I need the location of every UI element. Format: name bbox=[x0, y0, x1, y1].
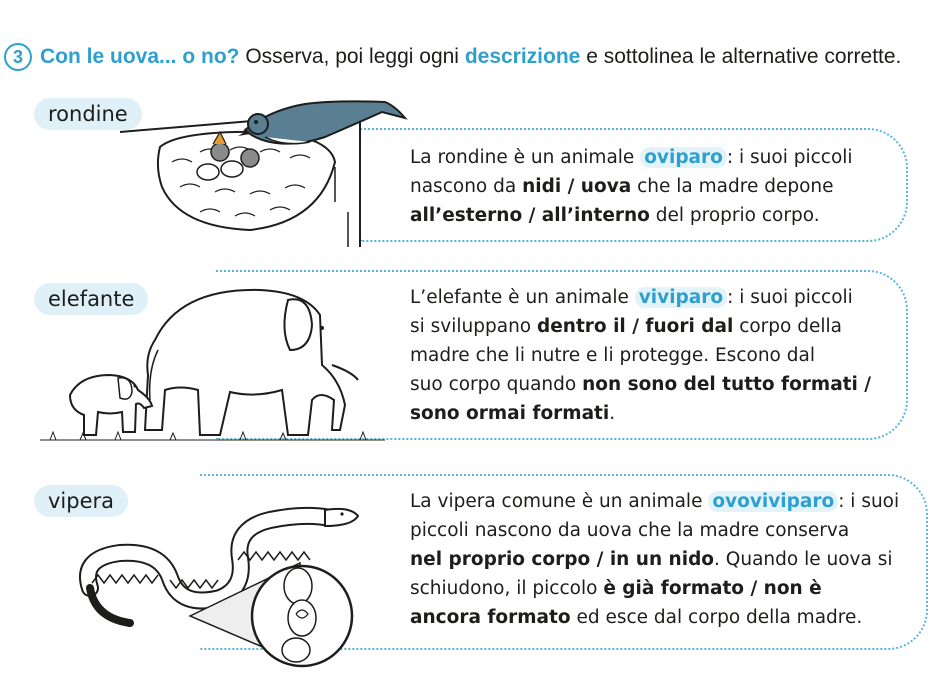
rondine-line-2 bbox=[410, 172, 853, 201]
vipera-line-3 bbox=[410, 545, 899, 574]
label-vipera: vipera bbox=[34, 485, 128, 517]
label-rondine: rondine bbox=[34, 98, 142, 130]
elefante-line-5 bbox=[410, 399, 871, 428]
viper-illustration bbox=[70, 498, 400, 673]
label-elefante: elefante bbox=[34, 283, 148, 315]
vipera-line-1 bbox=[410, 487, 899, 516]
text-segment: del proprio corpo. bbox=[649, 205, 820, 226]
text-segment: La rondine è un animale bbox=[410, 147, 641, 168]
vipera-line-5 bbox=[410, 603, 899, 632]
text-segment: schiudono, il piccolo bbox=[410, 578, 604, 599]
alternative-choice[interactable]: sono ormai formati bbox=[410, 403, 610, 424]
exercise-number-badge: 3 bbox=[4, 43, 32, 71]
keyword-ovoviviparo: ovoviviparo bbox=[708, 491, 838, 512]
alternative-choice[interactable]: non sono del tutto formati / bbox=[582, 374, 872, 395]
text-segment: che la madre depone bbox=[631, 176, 834, 197]
alternative-choice[interactable]: nel proprio corpo / in un nido bbox=[410, 549, 715, 570]
exercise-title: Con le uova... o no? bbox=[40, 45, 240, 68]
text-segment: : i suoi bbox=[838, 491, 900, 512]
text-segment: ed esce dal corpo della madre. bbox=[570, 607, 863, 628]
text-segment: corpo della bbox=[733, 316, 842, 337]
text-segment: : i suoi piccoli bbox=[726, 147, 853, 168]
text-segment: piccoli nascono da uova che la madre conserva bbox=[410, 520, 850, 541]
keyword-viviparo: viviparo bbox=[635, 287, 727, 308]
elefante-line-2 bbox=[410, 312, 871, 341]
text-segment: madre che li nutre e li protegge. Escono dal bbox=[410, 345, 815, 366]
alternative-choice[interactable]: nidi / uova bbox=[522, 176, 632, 197]
text-segment: nascono da bbox=[410, 176, 523, 197]
instruction-prefix: Osserva, poi leggi ogni bbox=[245, 45, 459, 68]
vipera-description bbox=[410, 487, 899, 632]
text-segment: suo corpo quando bbox=[410, 374, 583, 395]
exercise-header bbox=[4, 40, 901, 74]
alternative-choice[interactable]: dentro il / fuori dal bbox=[537, 316, 734, 337]
alternative-choice[interactable]: è già formato / non è bbox=[603, 578, 822, 599]
elefante-line-4 bbox=[410, 370, 871, 399]
swallow-nest-illustration bbox=[120, 92, 410, 252]
text-segment: La vipera comune è un animale bbox=[410, 491, 709, 512]
text-segment: si sviluppano bbox=[410, 316, 537, 337]
vipera-line-2 bbox=[410, 516, 899, 545]
text-segment: L’elefante è un animale bbox=[410, 287, 635, 308]
elefante-description bbox=[410, 283, 871, 428]
text-segment: . bbox=[609, 403, 616, 424]
text-segment: : i suoi piccoli bbox=[727, 287, 853, 308]
instruction-suffix: e sottolinea le alternative corrette. bbox=[586, 45, 902, 68]
rondine-line-3 bbox=[410, 201, 853, 230]
keyword-oviparo: oviparo bbox=[640, 147, 727, 168]
instruction-keyword: descrizione bbox=[464, 45, 581, 68]
elefante-line-1 bbox=[410, 283, 871, 312]
alternative-choice[interactable]: ancora formato bbox=[410, 607, 571, 628]
elefante-line-3 bbox=[410, 341, 871, 370]
alternative-choice[interactable]: all’esterno / all’interno bbox=[410, 205, 650, 226]
text-segment: . Quando le uova si bbox=[714, 549, 893, 570]
rondine-description bbox=[410, 143, 853, 230]
rondine-line-1 bbox=[410, 143, 853, 172]
vipera-line-4 bbox=[410, 574, 899, 603]
elephant-illustration bbox=[40, 280, 385, 450]
